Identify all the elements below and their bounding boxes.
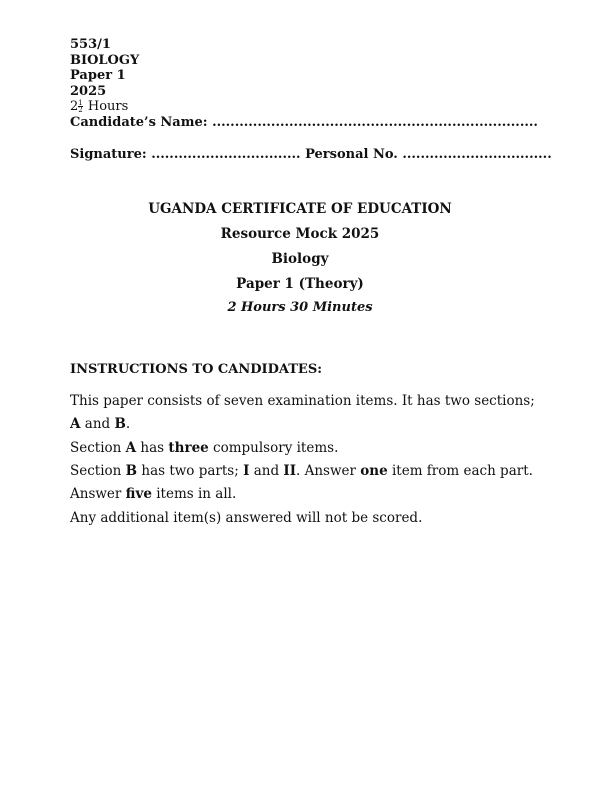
instruction-text: compulsory items.	[208, 440, 339, 456]
candidate-name-field	[70, 115, 538, 131]
instruction-line-3	[70, 460, 540, 483]
instruction-bold: three	[168, 440, 209, 456]
time-allowed-title: 2 Hours 30 Minutes	[227, 300, 373, 315]
instruction-line-4	[70, 483, 540, 506]
signature-label: Signature:	[70, 147, 147, 162]
instruction-text: Answer	[70, 486, 126, 502]
instruction-text: item from each part.	[387, 463, 533, 479]
duration-unit: Hours	[87, 99, 129, 114]
instruction-text: Section	[70, 440, 126, 456]
paper-number: Paper 1	[70, 68, 126, 83]
instruction-bold: I	[243, 463, 250, 479]
personal-no-label: Personal No.	[305, 147, 398, 162]
candidate-name-dots: ........................................................................	[212, 114, 538, 130]
paper-header	[70, 37, 538, 130]
instruction-text: items in all.	[151, 486, 237, 502]
instruction-bold: B	[114, 416, 126, 432]
duration-fraction-denominator: 2	[78, 106, 83, 114]
instruction-text: .	[125, 416, 131, 432]
paper-title: Paper 1 (Theory)	[236, 276, 364, 292]
instruction-bold: five	[125, 486, 152, 502]
personal-no-dots: .................................	[402, 147, 552, 162]
instruction-line-5: Any additional item(s) answered will not be scored.	[70, 510, 423, 526]
subject-name: BIOLOGY	[70, 52, 140, 68]
instruction-text: and	[80, 416, 115, 432]
instruction-text: . Answer	[296, 463, 361, 479]
signature-personal-row	[70, 147, 552, 162]
instruction-bold: one	[360, 463, 388, 479]
instruction-line-1	[70, 390, 540, 436]
instruction-text: This paper consists of seven examination items. It has two sections;	[70, 393, 535, 409]
instruction-text: Section	[70, 463, 126, 479]
signature-dots: .................................	[151, 147, 301, 162]
duration-whole: 2	[70, 99, 79, 114]
paper-code: 553/1	[70, 37, 111, 52]
instruction-text: has	[136, 440, 169, 456]
instruction-bold: A	[125, 440, 137, 456]
subject-title: Biology	[271, 251, 329, 267]
instructions-heading: INSTRUCTIONS TO CANDIDATES:	[70, 362, 323, 377]
instruction-line-2	[70, 437, 540, 460]
exam-name-title: Resource Mock 2025	[220, 226, 380, 242]
instruction-text: has two parts;	[137, 463, 244, 479]
instruction-bold: II	[283, 463, 297, 479]
paper-year: 2025	[70, 83, 107, 99]
exam-board-title: UGANDA CERTIFICATE OF EDUCATION	[148, 201, 452, 217]
duration	[70, 99, 538, 115]
instruction-text: and	[249, 463, 284, 479]
instruction-bold: A	[70, 416, 81, 432]
instruction-bold: B	[125, 463, 138, 479]
duration-fraction	[78, 100, 82, 113]
duration-fraction-numerator: 1	[78, 99, 83, 107]
candidate-name-label: Candidate’s Name:	[70, 114, 208, 130]
